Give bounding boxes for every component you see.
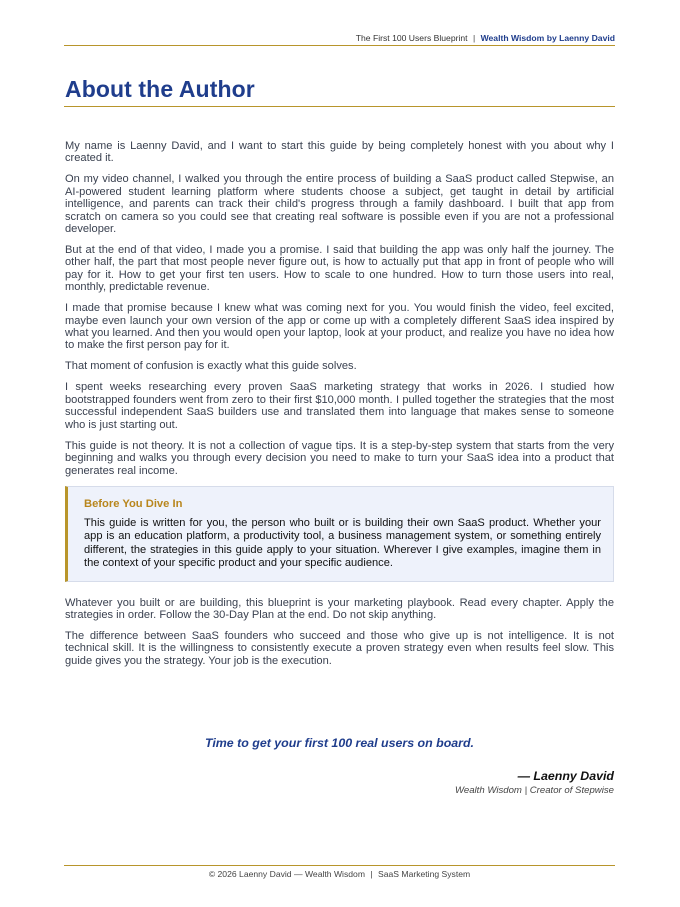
signature-name: — Laenny David	[517, 769, 614, 783]
page-title: About the Author	[65, 76, 255, 102]
footer-rule	[64, 865, 615, 866]
footer-system: SaaS Marketing System	[378, 869, 471, 879]
footer-separator: |	[370, 869, 373, 879]
paragraph-difference: The difference between SaaS founders who succeed and those who give up is not intelligence. It is not technical skill. It is the willingness to consistently execute a proven strategy even when results feel slow. This guide gives you the strategy. Your job is the execution.	[65, 629, 614, 667]
callout-title: Before You Dive In	[84, 497, 183, 510]
paragraph-promise: But at the end of that video, I made you a promise. I said that building the app was only half the journey. The other half, the part that most people never figure out, is how to actually put that app in front of people who will pay for it. How to get your first ten users. How to scale to one hundred. How to turn those users into real, monthly, predictable revenue.	[65, 244, 614, 294]
page-header	[64, 33, 615, 43]
title-rule	[64, 106, 615, 107]
paragraph-not-theory: This guide is not theory. It is not a collection of vague tips. It is a step-by-step system that starts from the very beginning and walks you through every decision you need to make to turn your SaaS idea into a product that generates real income.	[65, 439, 614, 477]
paragraph-whats-next: I made that promise because I knew what was coming next for you. You would finish the video, feel excited, maybe even launch your own version of the app or come up with a completely different SaaS idea inspired by what you learned. And then you would open your laptop, look at your product, and realize you have no idea how to make the first person pay for it.	[65, 302, 614, 352]
paragraph-playbook: Whatever you built or are building, this blueprint is your marketing playbook. Read every chapter. Apply the strategies in order. Follow the 30-Day Plan at the end. Do not skip anything.	[65, 596, 614, 621]
header-brand: Wealth Wisdom by Laenny David	[480, 33, 615, 43]
page-footer	[64, 869, 615, 879]
paragraph-video-channel: On my video channel, I walked you through the entire process of building a SaaS product called Stepwise, an AI-powered student learning platform where students choose a subject, get taught in detail by artificial intelligence, and parents can track their child's progress through a family dashboard. I built that app from scratch on camera so you could see that creating real software is possible even if you are not a professional developer.	[65, 173, 614, 236]
paragraph-confusion: That moment of confusion is exactly what this guide solves.	[65, 360, 357, 373]
closing-line: Time to get your first 100 real users on board.	[204, 736, 474, 750]
paragraph-research: I spent weeks researching every proven SaaS marketing strategy that works in 2026. I studied how bootstrapped founders went from zero to their first $10,000 month. I pulled together the strategies that the most successful independent SaaS builders use and translated them into language that makes sense to someone who is just starting out.	[65, 381, 614, 431]
callout-box	[65, 486, 614, 582]
footer-copyright: © 2026 Laenny David — Wealth Wisdom	[208, 869, 365, 879]
header-guide-title: The First 100 Users Blueprint	[355, 33, 468, 43]
header-rule	[64, 45, 615, 46]
callout-body: This guide is written for you, the person who built or is building their own SaaS product. Whether your app is an education platform, a productivity tool, a business management system, or something entirely different, the strategies in this guide apply to your situation. Wherever I give examples, imagine them in the context of your specific product and your specific audience.	[84, 516, 601, 570]
header-separator: |	[472, 33, 476, 43]
paragraph-intro: My name is Laenny David, and I want to start this guide by being completely honest with you about why I created it.	[65, 140, 614, 165]
article-body	[65, 140, 614, 676]
signature-role: Wealth Wisdom | Creator of Stepwise	[455, 785, 614, 796]
signature-block	[65, 769, 614, 796]
